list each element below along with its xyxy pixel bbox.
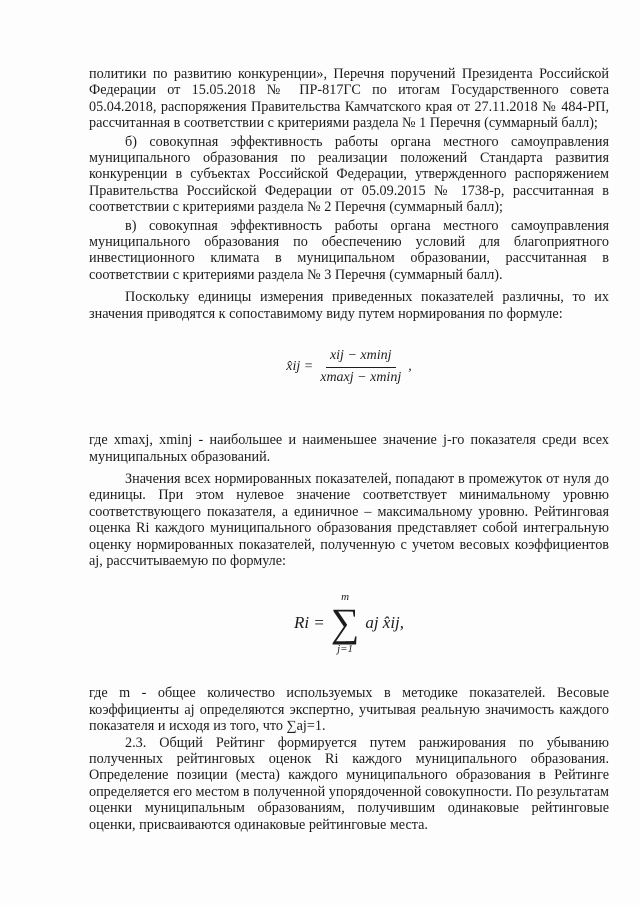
summation-lower-limit: j=1 <box>337 643 354 656</box>
paragraph-weights: где m - общее количество используемых в методике показателей. Весовые коэффициенты aj определяются экспертно, учитывая реальную значимость каждого показателя и исходя из того, что ∑aj=1. <box>89 685 609 735</box>
paragraph-normalization-intro: Поскольку единицы измерения приведенных показателей различны, то их значения приводятся к сопоставимому виду путем нормирования по формуле: <box>89 289 609 322</box>
document-body <box>89 66 609 833</box>
normalization-formula <box>89 338 609 396</box>
paragraph-b: б) совокупная эффективность работы органа местного самоуправления муниципального образования по реализации положений Стандарта развития конкуренции в субъектах Российской Федерации, утвержденного распоряжением Правительства Российской Федерации от 05.09.2015 № 1738-р, рассчитанная в соответствии с критериями раздела № 2 Перечня (суммарный балл); <box>89 133 609 216</box>
normalization-numerator: xij − xminj <box>326 348 396 367</box>
normalization-fraction <box>316 348 405 386</box>
summation <box>331 591 360 655</box>
normalization-formula-tail: , <box>408 358 412 374</box>
rating-formula <box>89 583 609 663</box>
paragraph-2-3-ranking: 2.3. Общий Рейтинг формируется путем ранжирования по убыванию полученных рейтинговых оценок Ri каждого муниципального образования. Определение позиции (места) каждого муниципального образования в Рейтинге определяется его местом в полученной упорядоченной совокупности. По результатам оценки муниципальным образованиям, получившим одинаковые рейтинговые оценки, присваиваются одинаковые рейтинговые места. <box>89 734 609 833</box>
rating-formula-term: aj x̂ij, <box>365 613 405 633</box>
sigma-symbol: ∑ <box>330 600 360 646</box>
paragraph-variable-definition: где xmaxj, xminj - наибольшее и наименьшее значение j-го показателя среди всех муниципальных образований. <box>89 432 609 465</box>
paragraph-c: в) совокупная эффективность работы органа местного самоуправления муниципального образования по обеспечению условий для благоприятного инвестиционного климата в муниципальном образовании, рассчитанная в соответствии с критериями раздела № 3 Перечня (суммарный балл). <box>89 217 609 283</box>
summation-upper-limit: m <box>341 591 350 604</box>
normalization-denominator: xmaxj − xminj <box>320 369 402 385</box>
paragraph-rating-description: Значения всех нормированных показателей, попадают в промежуток от нуля до единицы. При этом нулевое значение соответствует минимальному уровню соответствующего показателя, а единичное – максимальному уровню. Рейтинговая оценка Ri каждого муниципального образования представляет собой интегральную оценку нормированных показателей, полученную с учетом весовых коэффициентов aj, рассчитываемую по формуле: <box>89 470 609 569</box>
paragraph-a-continued: политики по развитию конкуренции», Перечня поручений Президента Российской Федерации от 15.05.2018 № ПР-817ГС по итогам Государственного совета 05.04.2018, распоряжения Правительства Камчатского края от 27.11.2018 № 484-РП, рассчитанная в соответствии с критериями раздела № 1 Перечня (суммарный балл); <box>89 66 609 132</box>
normalization-formula-lhs: x̂ij = <box>286 358 314 374</box>
rating-formula-lhs: Ri = <box>293 613 325 633</box>
